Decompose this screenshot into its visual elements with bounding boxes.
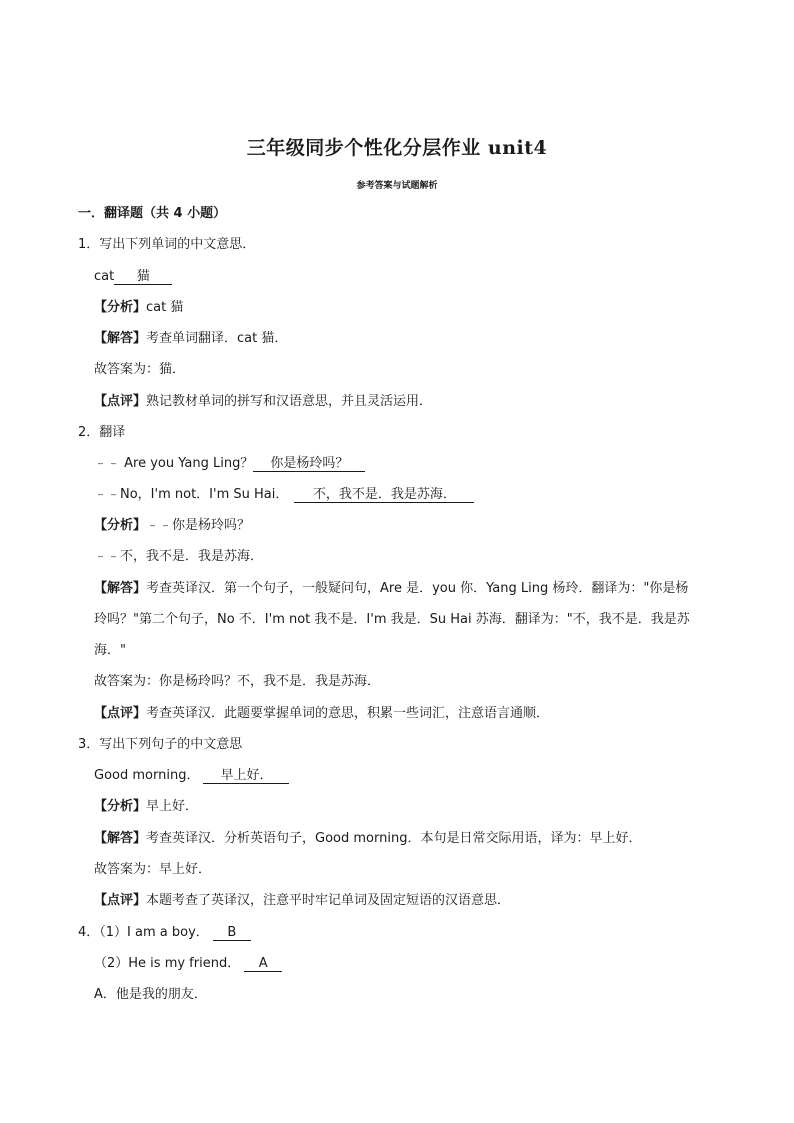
- q3-comment-text: 本题考查了英译汉，注意平时牢记单词及固定短语的汉语意思．: [146, 893, 511, 908]
- q3-line: [94, 767, 289, 785]
- q4-item2-prompt: （2）He is my friend．: [94, 956, 241, 971]
- q1-solution-text: 考查单词翻译．cat 猫．: [146, 331, 288, 346]
- q2-stem: 2．翻译: [78, 425, 126, 440]
- q2-comment: [94, 705, 549, 723]
- comment-tag: 【点评】: [94, 394, 147, 409]
- q1-comment-text: 熟记教材单词的拼写和汉语意思，并且灵活运用．: [146, 394, 433, 409]
- q2-final-answer: 故答案为：你是杨玲吗？不，我不是．我是苏海．: [94, 674, 381, 689]
- q4-item1: [78, 924, 251, 942]
- q2-solution: [94, 580, 688, 598]
- q1-analysis-text: cat 猫: [146, 300, 184, 315]
- q4-item2-answer-blank: A: [244, 956, 282, 972]
- analysis-tag: 【分析】: [94, 300, 147, 315]
- q1-line: [94, 268, 172, 286]
- solution-tag: 【解答】: [94, 581, 147, 596]
- q2-line2-answer-blank: 不，我不是．我是苏海．: [294, 487, 474, 503]
- q1-comment: [94, 393, 432, 411]
- q2-analysis: [94, 517, 250, 535]
- solution-tag: 【解答】: [94, 831, 147, 846]
- q3-final-answer: 故答案为：早上好．: [94, 862, 212, 877]
- q1-solution: [94, 330, 287, 348]
- analysis-tag: 【分析】: [94, 518, 147, 533]
- document-title: 三年级同步个性化分层作业 unit4: [246, 137, 548, 159]
- q2-line1-prompt: ﹣﹣ Are you Yang Ling？: [94, 456, 254, 471]
- q3-analysis-text: 早上好．: [146, 799, 199, 814]
- q3-analysis: [94, 798, 198, 816]
- q3-answer-blank: 早上好．: [203, 768, 289, 784]
- q2-line1: [94, 455, 365, 473]
- q2-solution-text-2: 玲吗？"第二个句子，No 不．I'm not 我不是．I'm 我是．Su Hai 苏海．翻译为："不，我不是．我是苏: [94, 612, 690, 627]
- q4-item1-prompt: 4．（1）I am a boy．: [78, 925, 209, 940]
- q3-solution: [94, 830, 641, 848]
- solution-tag: 【解答】: [94, 331, 147, 346]
- q3-solution-text: 考查英译汉．分析英语句子，Good morning．本句是日常交际用语，译为：早上好．: [146, 831, 642, 846]
- q2-solution-text-1: 考查英译汉．第一个句子，一般疑问句，Are 是．you 你．Yang Ling 杨玲．翻译为："你是杨: [146, 581, 689, 596]
- document-subtitle: 参考答案与试题解析: [356, 181, 438, 191]
- q2-solution-text-3: 海．": [94, 643, 126, 658]
- q3-comment: [94, 892, 510, 910]
- q1-prompt: cat: [94, 269, 115, 284]
- comment-tag: 【点评】: [94, 706, 147, 721]
- q2-line2: [94, 486, 474, 504]
- q4-item2: [94, 955, 282, 973]
- analysis-tag: 【分析】: [94, 799, 147, 814]
- q3-prompt: Good morning．: [94, 768, 200, 783]
- q2-line1-answer-blank: 你是杨玲吗？: [253, 456, 365, 472]
- q1-final-answer: 故答案为：猫．: [94, 362, 186, 377]
- q2-line2-prompt: ﹣﹣No，I'm not．I'm Su Hai．: [94, 487, 289, 502]
- q4-item1-answer-blank: B: [213, 925, 251, 941]
- q1-analysis: [94, 299, 183, 317]
- q1-answer-blank: 猫: [114, 269, 172, 285]
- q2-analysis-text-1: ﹣﹣你是杨玲吗？: [146, 518, 251, 533]
- q1-stem: 1．写出下列单词的中文意思．: [78, 237, 256, 252]
- q2-comment-text: 考查英译汉．此题要掌握单词的意思，积累一些词汇，注意语言通顺．: [146, 706, 550, 721]
- q4-option-a: A．他是我的朋友．: [94, 987, 207, 1002]
- comment-tag: 【点评】: [94, 893, 147, 908]
- section-heading: 一．翻译题（共 4 小题）: [78, 206, 227, 221]
- q3-stem: 3．写出下列句子的中文意思: [78, 737, 243, 752]
- q2-analysis-text-2: ﹣﹣不，我不是．我是苏海．: [94, 549, 264, 564]
